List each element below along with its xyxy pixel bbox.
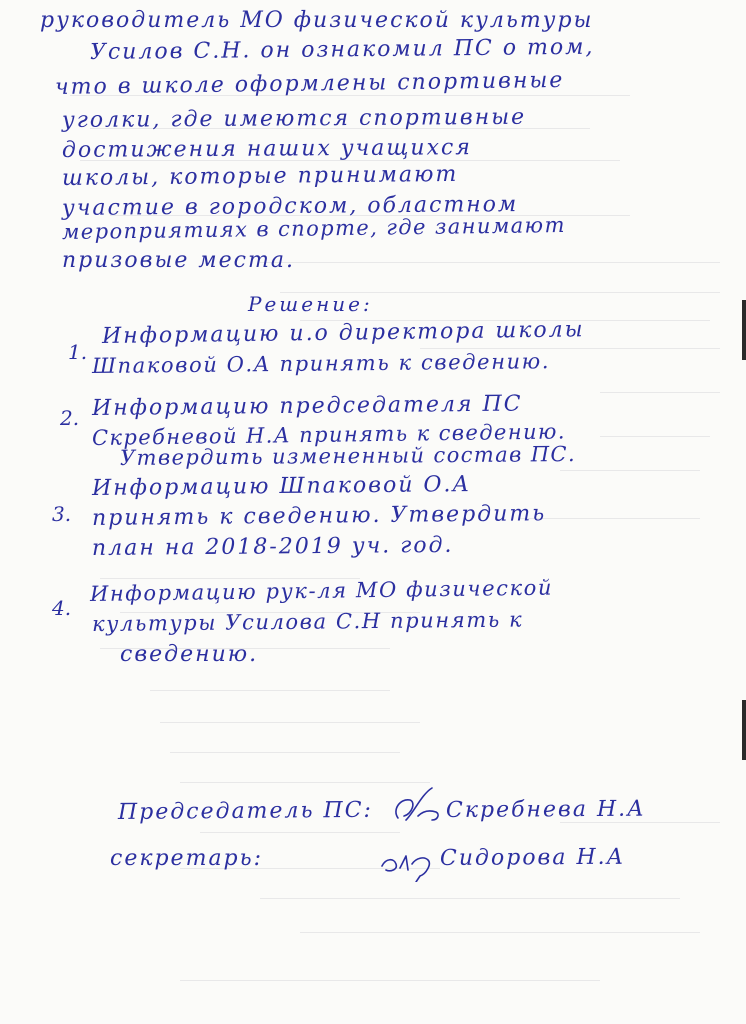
secretary-signature — [376, 842, 440, 882]
scan-edge-mark — [742, 300, 746, 360]
intro-line: достижения наших учащихся — [61, 135, 472, 163]
intro-line: руководитель МО физической культуры — [40, 8, 594, 33]
intro-line: что в школе оформлены спортивные — [54, 67, 565, 100]
item-number: 2. — [60, 406, 80, 430]
intro-line: мероприятиях в спорте, где занимают — [61, 212, 566, 244]
item-number: 4. — [52, 596, 72, 620]
intro-line: призовые места. — [62, 248, 295, 273]
item-line: Информацию председателя ПС — [91, 391, 523, 421]
item-line: Информацию и.о директора школы — [101, 317, 585, 349]
chair-signature — [388, 780, 448, 832]
item-line: принять к сведению. Утвердить — [91, 501, 547, 531]
chair-label: Председатель ПС: — [117, 797, 374, 825]
item-line: Шпаковой О.А принять к сведению. — [91, 349, 551, 378]
item-line: культуры Усилова С.Н принять к — [91, 607, 524, 636]
chair-name: Скребнева Н.А — [445, 796, 646, 823]
secretary-name: Сидорова Н.А — [439, 844, 626, 871]
decision-heading: Решение: — [248, 292, 373, 316]
scan-edge-mark — [742, 700, 746, 760]
intro-line: Усилов С.Н. он ознакомил ПС о том, — [89, 34, 595, 65]
item-number: 3. — [52, 502, 72, 526]
intro-line: уголки, где имеются спортивные — [61, 104, 527, 133]
intro-line: участие в городском, областном — [61, 192, 519, 221]
item-line: план на 2018-2019 уч. год. — [91, 532, 454, 561]
item-line: Скребневой Н.А принять к сведению. — [91, 419, 567, 450]
intro-line: школы, которые принимают — [61, 161, 459, 191]
item-line: Информацию Шпаковой О.А — [91, 472, 472, 501]
item-line: Информацию рук-ля МО физической — [89, 575, 554, 606]
item-number: 1. — [68, 340, 88, 364]
secretary-label: секретарь: — [110, 846, 264, 871]
item-line: сведению. — [120, 642, 259, 667]
item-line: Утвердить измененный состав ПС. — [119, 442, 577, 470]
